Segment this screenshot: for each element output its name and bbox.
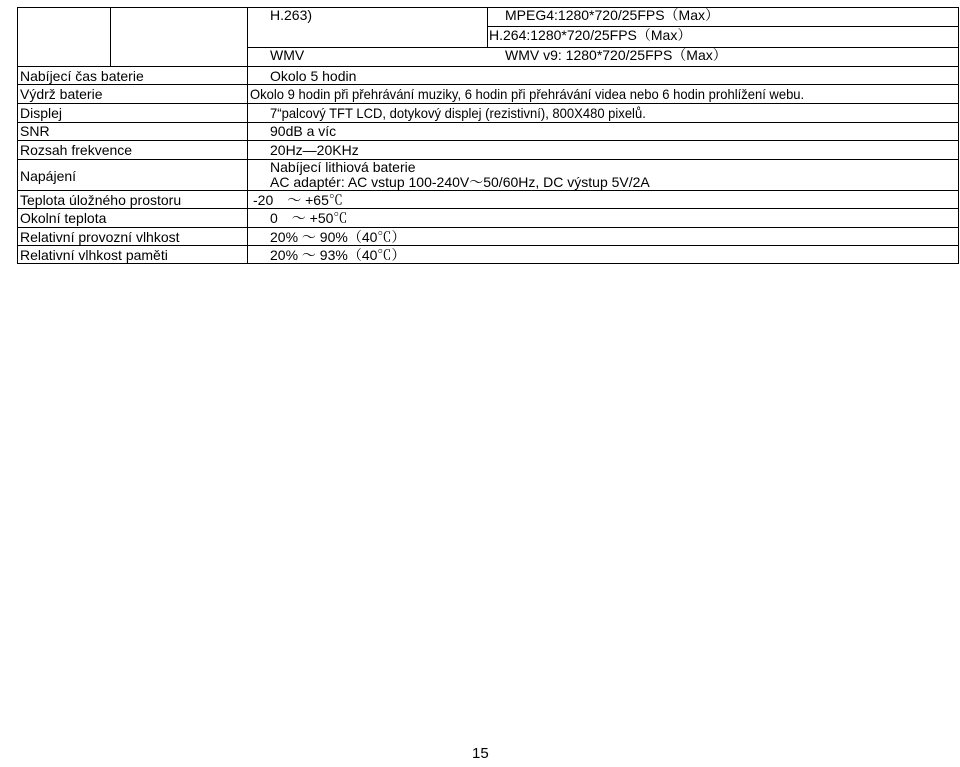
- spec-label-battery-life: Výdrž baterie: [20, 86, 103, 102]
- spec-value-ambient-temp: 0 ～ +50℃: [270, 210, 348, 226]
- spec-label-power: Napájení: [20, 168, 77, 184]
- spec-label-frequency: Rozsah frekvence: [20, 142, 133, 158]
- spec-value-battery-life: Okolo 9 hodin při přehrávání muziky, 6 hodin při přehrávání videa nebo 6 hodin prohlížení webu.: [250, 86, 805, 102]
- table-grid: [17, 7, 959, 264]
- spec-value-display: 7“palcový TFT LCD, dotykový displej (rezistivní), 800X480 pixelů.: [270, 105, 646, 121]
- codec-h264-value: H.264:1280*720/25FPS（Max）: [489, 27, 692, 43]
- spec-label-charge-time: Nabíjecí čas baterie: [20, 68, 144, 84]
- codec-wmv-label: WMV: [270, 47, 305, 63]
- spec-table: [17, 7, 959, 264]
- spec-value-storage-humidity: 20% ～ 93%（40℃）: [270, 247, 406, 263]
- spec-label-ambient-temp: Okolní teplota: [20, 210, 107, 226]
- spec-label-storage-temp: Teplota úložného prostoru: [20, 192, 182, 208]
- spec-label-operating-humidity: Relativní provozní vlhkost: [20, 229, 180, 245]
- spec-value-operating-humidity: 20% ～ 90%（40℃）: [270, 229, 406, 245]
- spec-value-frequency: 20Hz—20KHz: [270, 142, 359, 158]
- spec-value-power-adapter: AC adaptér: AC vstup 100-240V～50/60Hz, DC výstup 5V/2A: [270, 174, 650, 190]
- codec-wmv-value: WMV v9: 1280*720/25FPS（Max）: [505, 47, 727, 63]
- spec-value-power-battery: Nabíjecí lithiová baterie: [270, 159, 416, 175]
- page-number: 15: [472, 745, 489, 762]
- spec-value-snr: 90dB a víc: [270, 123, 337, 139]
- spec-label-display: Displej: [20, 105, 63, 121]
- codec-h263-label: H.263): [270, 7, 313, 23]
- spec-value-charge-time: Okolo 5 hodin: [270, 68, 357, 84]
- spec-value-storage-temp: -20 ～ +65℃: [253, 192, 343, 208]
- codec-mpeg4-value: MPEG4:1280*720/25FPS（Max）: [505, 7, 719, 23]
- spec-label-storage-humidity: Relativní vlhkost paměti: [20, 247, 168, 263]
- spec-label-snr: SNR: [20, 123, 50, 139]
